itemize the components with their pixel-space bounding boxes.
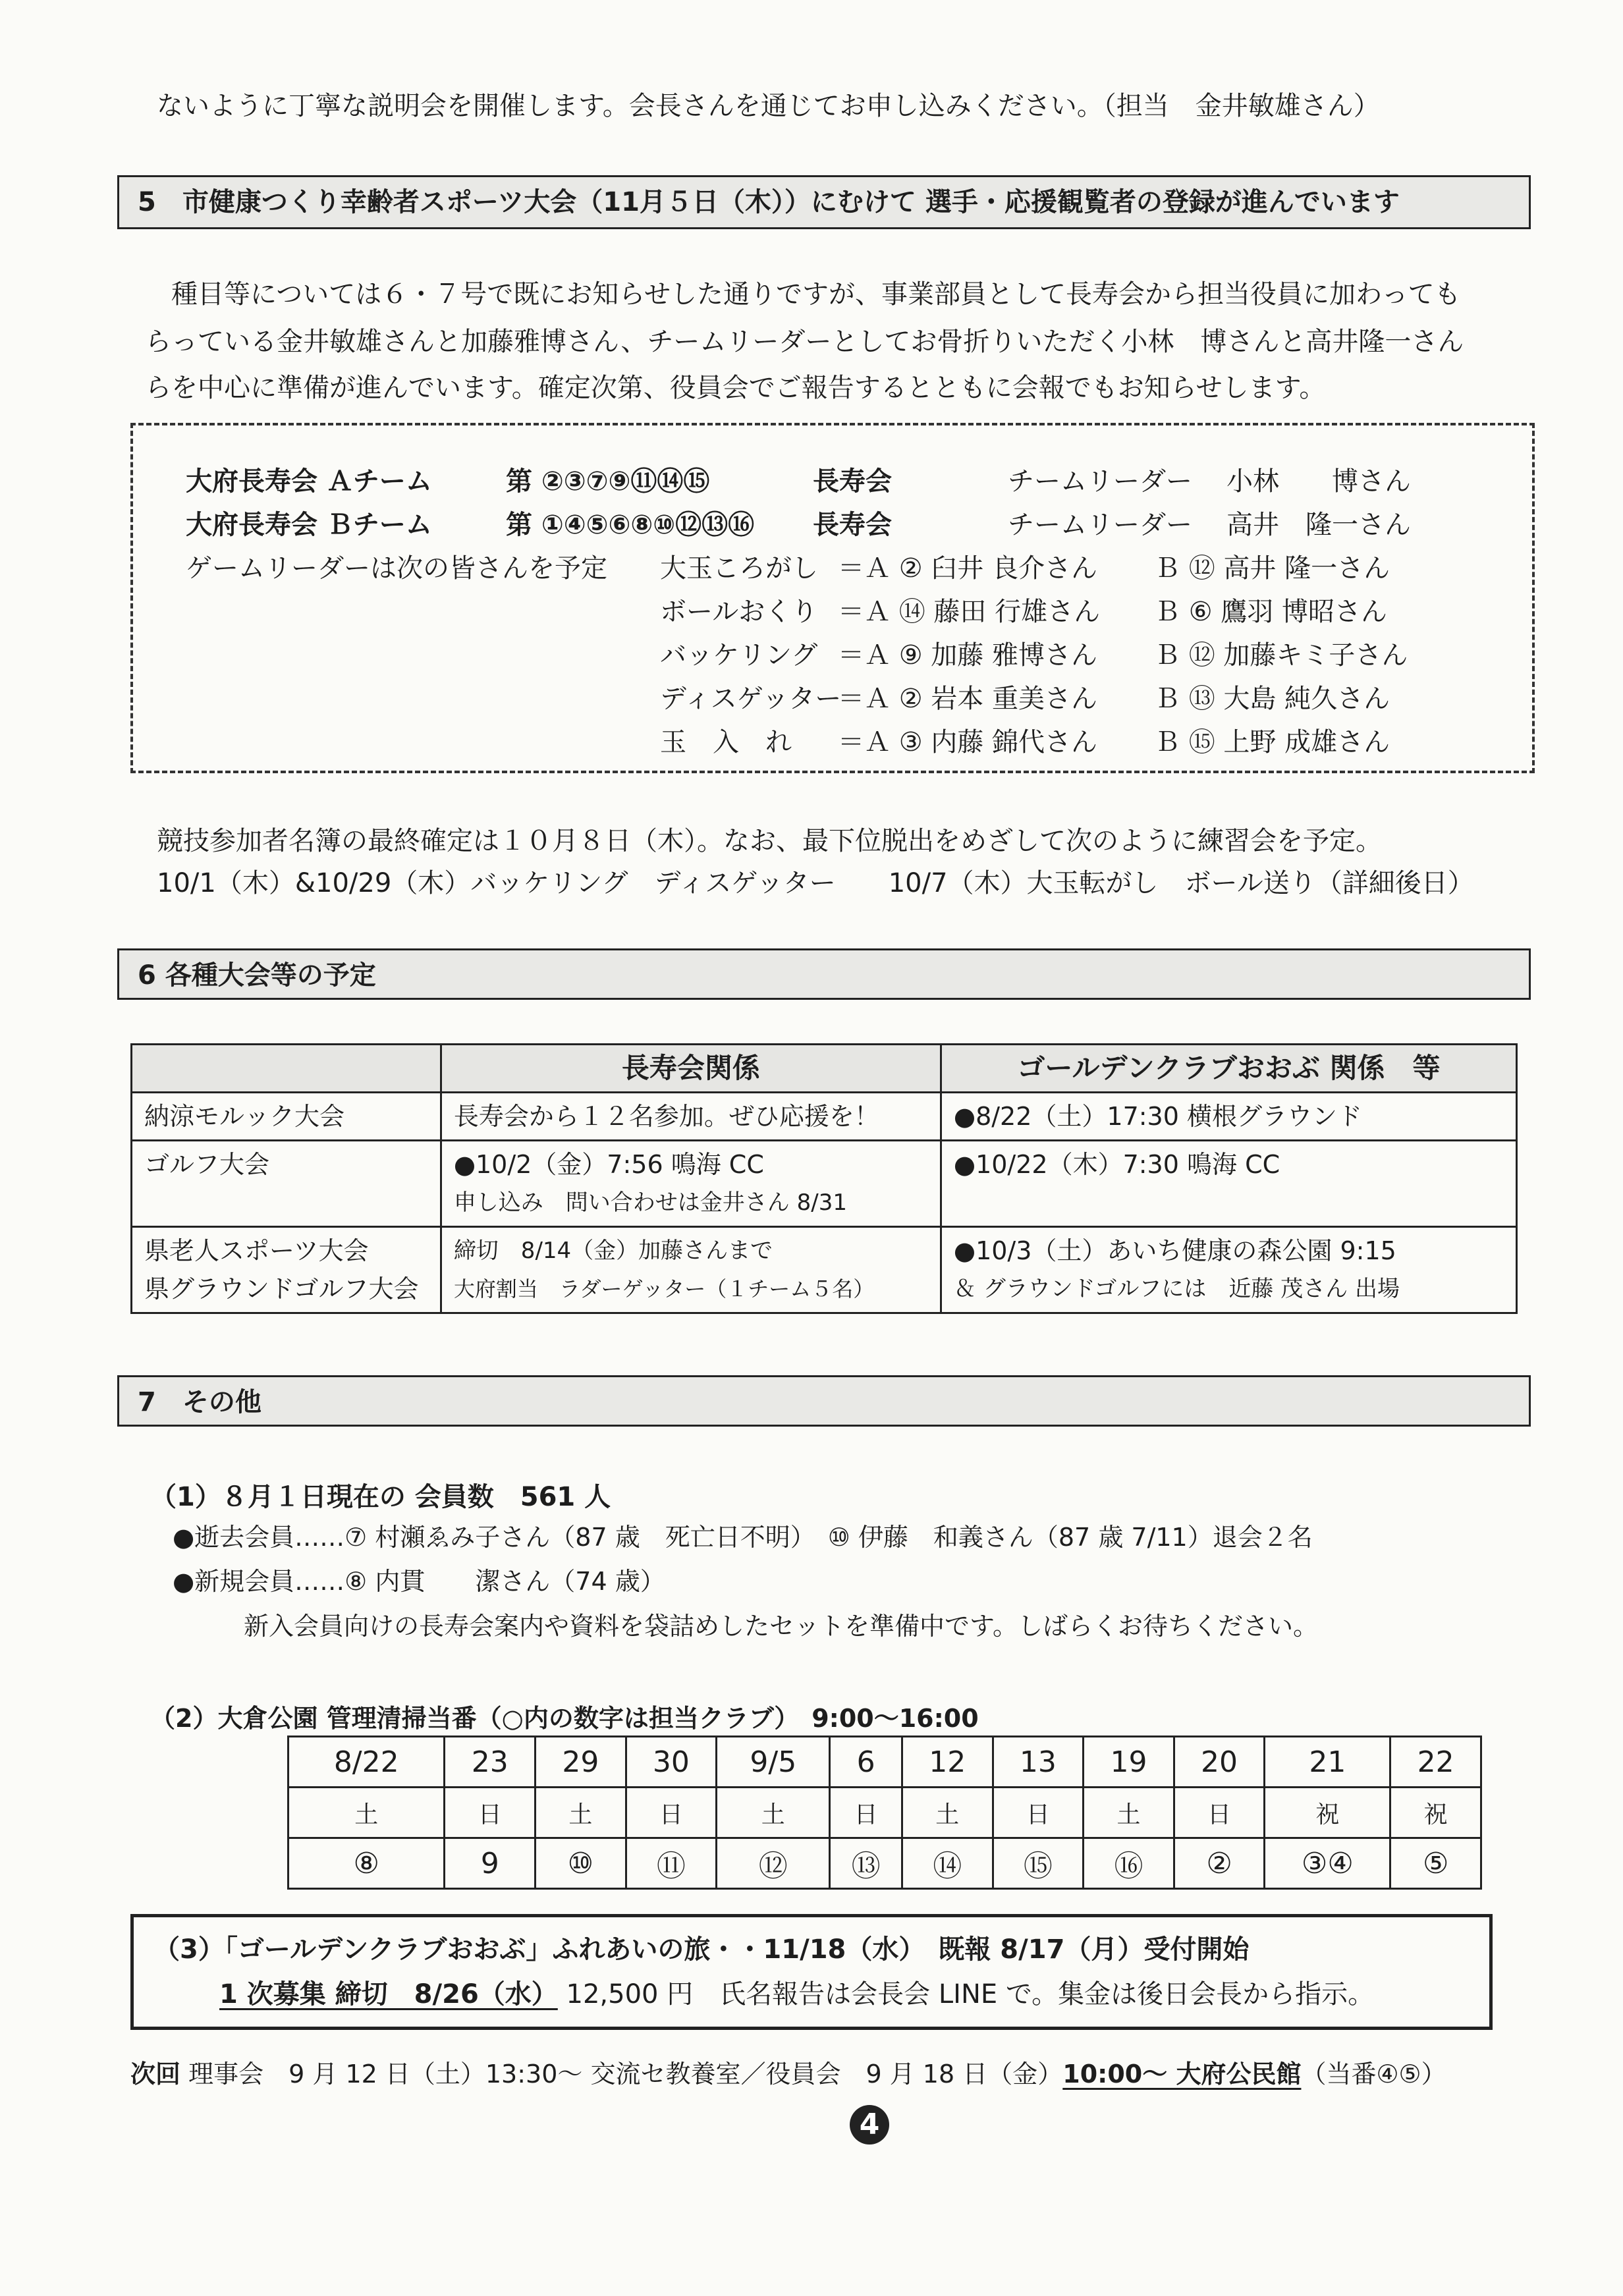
chojukai-text: ●10/2（金）7:56 鳴海 CC <box>453 1150 764 1179</box>
cleaning-date: 29 <box>536 1737 626 1788</box>
cleaning-club: ⑧ <box>289 1838 445 1889</box>
cleaning-club: ⑯ <box>1084 1838 1174 1889</box>
cleaning-date: 19 <box>1084 1737 1174 1788</box>
golden-cell <box>941 1141 1516 1227</box>
chojukai-cell <box>441 1141 941 1227</box>
chojukai-cell <box>441 1093 941 1141</box>
team-clubs: 第 ①④⑤⑥⑧⑩⑫⑬⑯ <box>506 510 755 540</box>
section-5-para-line-3: らを中心に準備が進んでいます。確定次第、役員会でご報告するとともに会報でもお知らせします。 <box>145 373 1326 403</box>
leader-name: 高井 隆一さん <box>1226 510 1411 540</box>
trip-notice-box <box>130 1914 1493 2030</box>
cleaning-day: 祝 <box>1265 1788 1390 1838</box>
table-row <box>132 1093 1517 1141</box>
section-6-heading <box>117 948 1531 1000</box>
trip-line-1: （3）「ゴールデンクラブおおぶ」ふれあいの旅・・11/18（水） 既報 8/17（月）受付開始 <box>153 1934 1250 1965</box>
members-note: 新入会員向けの長寿会案内や資料を袋詰めしたセットを準備中です。しばらくお待ちください。 <box>244 1612 1318 1641</box>
event-name <box>132 1141 441 1227</box>
cleaning-club: ⑭ <box>902 1838 993 1889</box>
cleaning-day: 日 <box>626 1788 717 1838</box>
section-6-title: 6 各種大会等の予定 <box>138 960 376 991</box>
header-cell-chojukai: 長寿会関係 <box>441 1045 941 1093</box>
events-table-header <box>132 1045 1517 1093</box>
event-name-text: 納涼モルック大会 <box>144 1102 345 1131</box>
next-meeting-text: 理事会 9 月 12 日（土）13:30〜 交流セ教養室／役員会 9 月 18 日（金） <box>188 2060 1063 2089</box>
cleaning-dates-row <box>289 1737 1481 1788</box>
cleaning-date: 20 <box>1174 1737 1265 1788</box>
cleaning-date: 22 <box>1390 1737 1481 1788</box>
cleaning-day: 土 <box>717 1788 830 1838</box>
section-5-title: 5 市健康つくり幸齢者スポーツ大会（11月５日（木））にむけて 選手・応援観覧者の登録が進んでいます <box>138 187 1400 217</box>
new-members: ●新規会員……⑧ 内貫 潔さん（74 歳） <box>173 1567 665 1596</box>
cleaning-day: 日 <box>993 1788 1084 1838</box>
team-suffix: 長寿会 <box>813 466 892 497</box>
event-name-text: 県老人スポーツ大会 <box>144 1236 369 1265</box>
cleaning-date: 13 <box>993 1737 1084 1788</box>
cleaning-day: 日 <box>1174 1788 1265 1838</box>
cleaning-club: ⑩ <box>536 1838 626 1889</box>
game-a-leader: ＝Ａ ⑨ 加藤 雅博さん <box>838 640 1098 670</box>
header-cell-empty <box>132 1045 441 1093</box>
cleaning-date: 8/22 <box>289 1737 445 1788</box>
chojukai-text: 大府割当 ラダーゲッター（１チーム５名） <box>453 1276 875 1301</box>
game-a-leader: ＝Ａ ② 岩本 重美さん <box>838 684 1098 714</box>
trip-deadline: 1 次募集 締切 8/26（水） <box>219 1979 558 2009</box>
event-name-text: 県グラウンドゴルフ大会 <box>144 1274 419 1303</box>
section-5-after-1: 競技参加者名簿の最終確定は１０月８日（木）。なお、最下位脱出をめざして次のように練習会を予定。 <box>157 826 1382 856</box>
table-row <box>132 1227 1517 1313</box>
team-name: 大府長寿会 Ｂチーム <box>186 510 432 540</box>
chojukai-text: 申し込み 問い合わせは金井さん 8/31 <box>453 1189 847 1216</box>
cleaning-day: 土 <box>902 1788 993 1838</box>
page-number: 4 <box>850 2105 889 2145</box>
game-b-leader: Ｂ ⑫ 高井 隆一さん <box>1154 553 1390 584</box>
golden-cell <box>941 1093 1516 1141</box>
game-event: 玉 入 れ <box>660 727 792 757</box>
game-a-leader: ＝Ａ ⑭ 藤田 行雄さん <box>838 597 1101 627</box>
cleaning-club: ⑫ <box>717 1838 830 1889</box>
chojukai-text: 長寿会から１２名参加。ぜひ応援を！ <box>453 1102 879 1131</box>
cleaning-date: 6 <box>830 1737 902 1788</box>
golden-text: ●10/22（木）7:30 鳴海 CC <box>953 1150 1280 1179</box>
cleaning-club: ⑪ <box>626 1838 717 1889</box>
cleaning-club: ⑮ <box>993 1838 1084 1889</box>
header-cell-golden: ゴールデンクラブおおぶ 関係 等 <box>941 1045 1516 1093</box>
trip-details: 12,500 円 氏名報告は会長会 LINE で。集金は後日会長から指示。 <box>557 1979 1375 2009</box>
leader-name: 小林 博さん <box>1226 466 1411 497</box>
leader-label: チームリーダー <box>1008 510 1192 540</box>
section-5-para-line-2: らっている金井敏雄さんと加藤雅博さん、チームリーダーとしてお骨折りいただく小林 博さんと高井隆一さん <box>145 327 1464 357</box>
table-row <box>132 1141 1517 1227</box>
golden-cell <box>941 1227 1516 1313</box>
game-leader-label: ゲームリーダーは次の皆さんを予定 <box>186 553 607 584</box>
cleaning-date: 30 <box>626 1737 717 1788</box>
next-meeting-duty: （当番④⑤） <box>1301 2060 1446 2089</box>
section-5-after-2: 10/1（木）&10/29（木）バッケリング ディスゲッター 10/7（木）大玉転がし ボール送り（詳細後日） <box>157 868 1474 898</box>
cleaning-days-row <box>289 1788 1481 1838</box>
next-label: 次回 <box>130 2060 181 2089</box>
event-name <box>132 1093 441 1141</box>
game-event: ボールおくり <box>660 597 818 627</box>
cleaning-day: 土 <box>1084 1788 1174 1838</box>
next-meeting-venue: 10:00〜 大府公民館 <box>1062 2060 1302 2089</box>
members-title: （1）８月１日現在の 会員数 561 人 <box>150 1482 611 1512</box>
event-name-text: ゴルフ大会 <box>144 1150 270 1179</box>
cleaning-day: 土 <box>289 1788 445 1838</box>
cleaning-day: 日 <box>445 1788 536 1838</box>
cleaning-club: ⑬ <box>830 1838 902 1889</box>
leader-label: チームリーダー <box>1008 466 1192 497</box>
section-5-heading <box>117 175 1531 229</box>
cleaning-club: ③④ <box>1265 1838 1390 1889</box>
cleaning-clubs-row <box>289 1838 1481 1889</box>
game-event: ディスゲッター <box>660 684 842 714</box>
cleaning-date: 23 <box>445 1737 536 1788</box>
golden-text: ●8/22（土）17:30 横根グラウンド <box>953 1102 1362 1131</box>
deceased-members: ●逝去会員……⑦ 村瀬ゑみ子さん（87 歳 死亡日不明） ⑩ 伊藤 和義さん（87 歳 7/11）退会２名 <box>173 1523 1313 1552</box>
chojukai-text: 締切 8/14（金）加藤さんまで <box>453 1238 773 1264</box>
intro-line: ないように丁寧な説明会を開催します。会長さんを通じてお申し込みください。（担当 金井敏雄さん） <box>157 91 1380 121</box>
cleaning-date: 9/5 <box>717 1737 830 1788</box>
game-b-leader: Ｂ ⑥ 鷹羽 博昭さん <box>1154 597 1388 627</box>
section-5-para-line-1: 種目等については６・７号で既にお知らせした通りですが、事業部員として長寿会から担当役員に加わっても <box>145 279 1461 310</box>
game-b-leader: Ｂ ⑫ 加藤キミ子さん <box>1154 640 1408 670</box>
team-suffix: 長寿会 <box>813 510 892 540</box>
game-event: 大玉ころがし <box>660 553 818 584</box>
event-name <box>132 1227 441 1313</box>
cleaning-club: ⑤ <box>1390 1838 1481 1889</box>
cleaning-day: 祝 <box>1390 1788 1481 1838</box>
team-clubs: 第 ②③⑦⑨⑪⑭⑮ <box>506 466 710 497</box>
cleaning-club: ② <box>1174 1838 1265 1889</box>
cleaning-day: 土 <box>536 1788 626 1838</box>
game-a-leader: ＝Ａ ② 臼井 良介さん <box>838 553 1098 584</box>
game-b-leader: Ｂ ⑮ 上野 成雄さん <box>1154 727 1390 757</box>
next-meeting <box>130 2055 1446 2093</box>
cleaning-day: 日 <box>830 1788 902 1838</box>
team-name: 大府長寿会 Ａチーム <box>186 466 432 497</box>
events-table <box>130 1043 1518 1314</box>
cleaning-title: （2）大倉公園 管理清掃当番（○内の数字は担当クラブ） 9:00〜16:00 <box>150 1704 979 1733</box>
cleaning-date: 21 <box>1265 1737 1390 1788</box>
game-a-leader: ＝Ａ ③ 内藤 錦代さん <box>838 727 1098 757</box>
chojukai-cell <box>441 1227 941 1313</box>
golden-text: ●10/3（土）あいち健康の森公園 9:15 <box>953 1236 1396 1265</box>
team-info-box <box>130 423 1535 773</box>
section-7-title: 7 その他 <box>138 1387 261 1417</box>
section-7-heading <box>117 1375 1531 1427</box>
game-b-leader: Ｂ ⑬ 大島 純久さん <box>1154 684 1390 714</box>
cleaning-club: 9 <box>445 1838 536 1889</box>
cleaning-date: 12 <box>902 1737 993 1788</box>
game-event: バッケリング <box>660 640 818 670</box>
trip-line-2 <box>219 1975 1374 2013</box>
golden-text: ＆ グラウンドゴルフには 近藤 茂さん 出場 <box>953 1276 1400 1302</box>
cleaning-schedule-table <box>287 1736 1482 1890</box>
